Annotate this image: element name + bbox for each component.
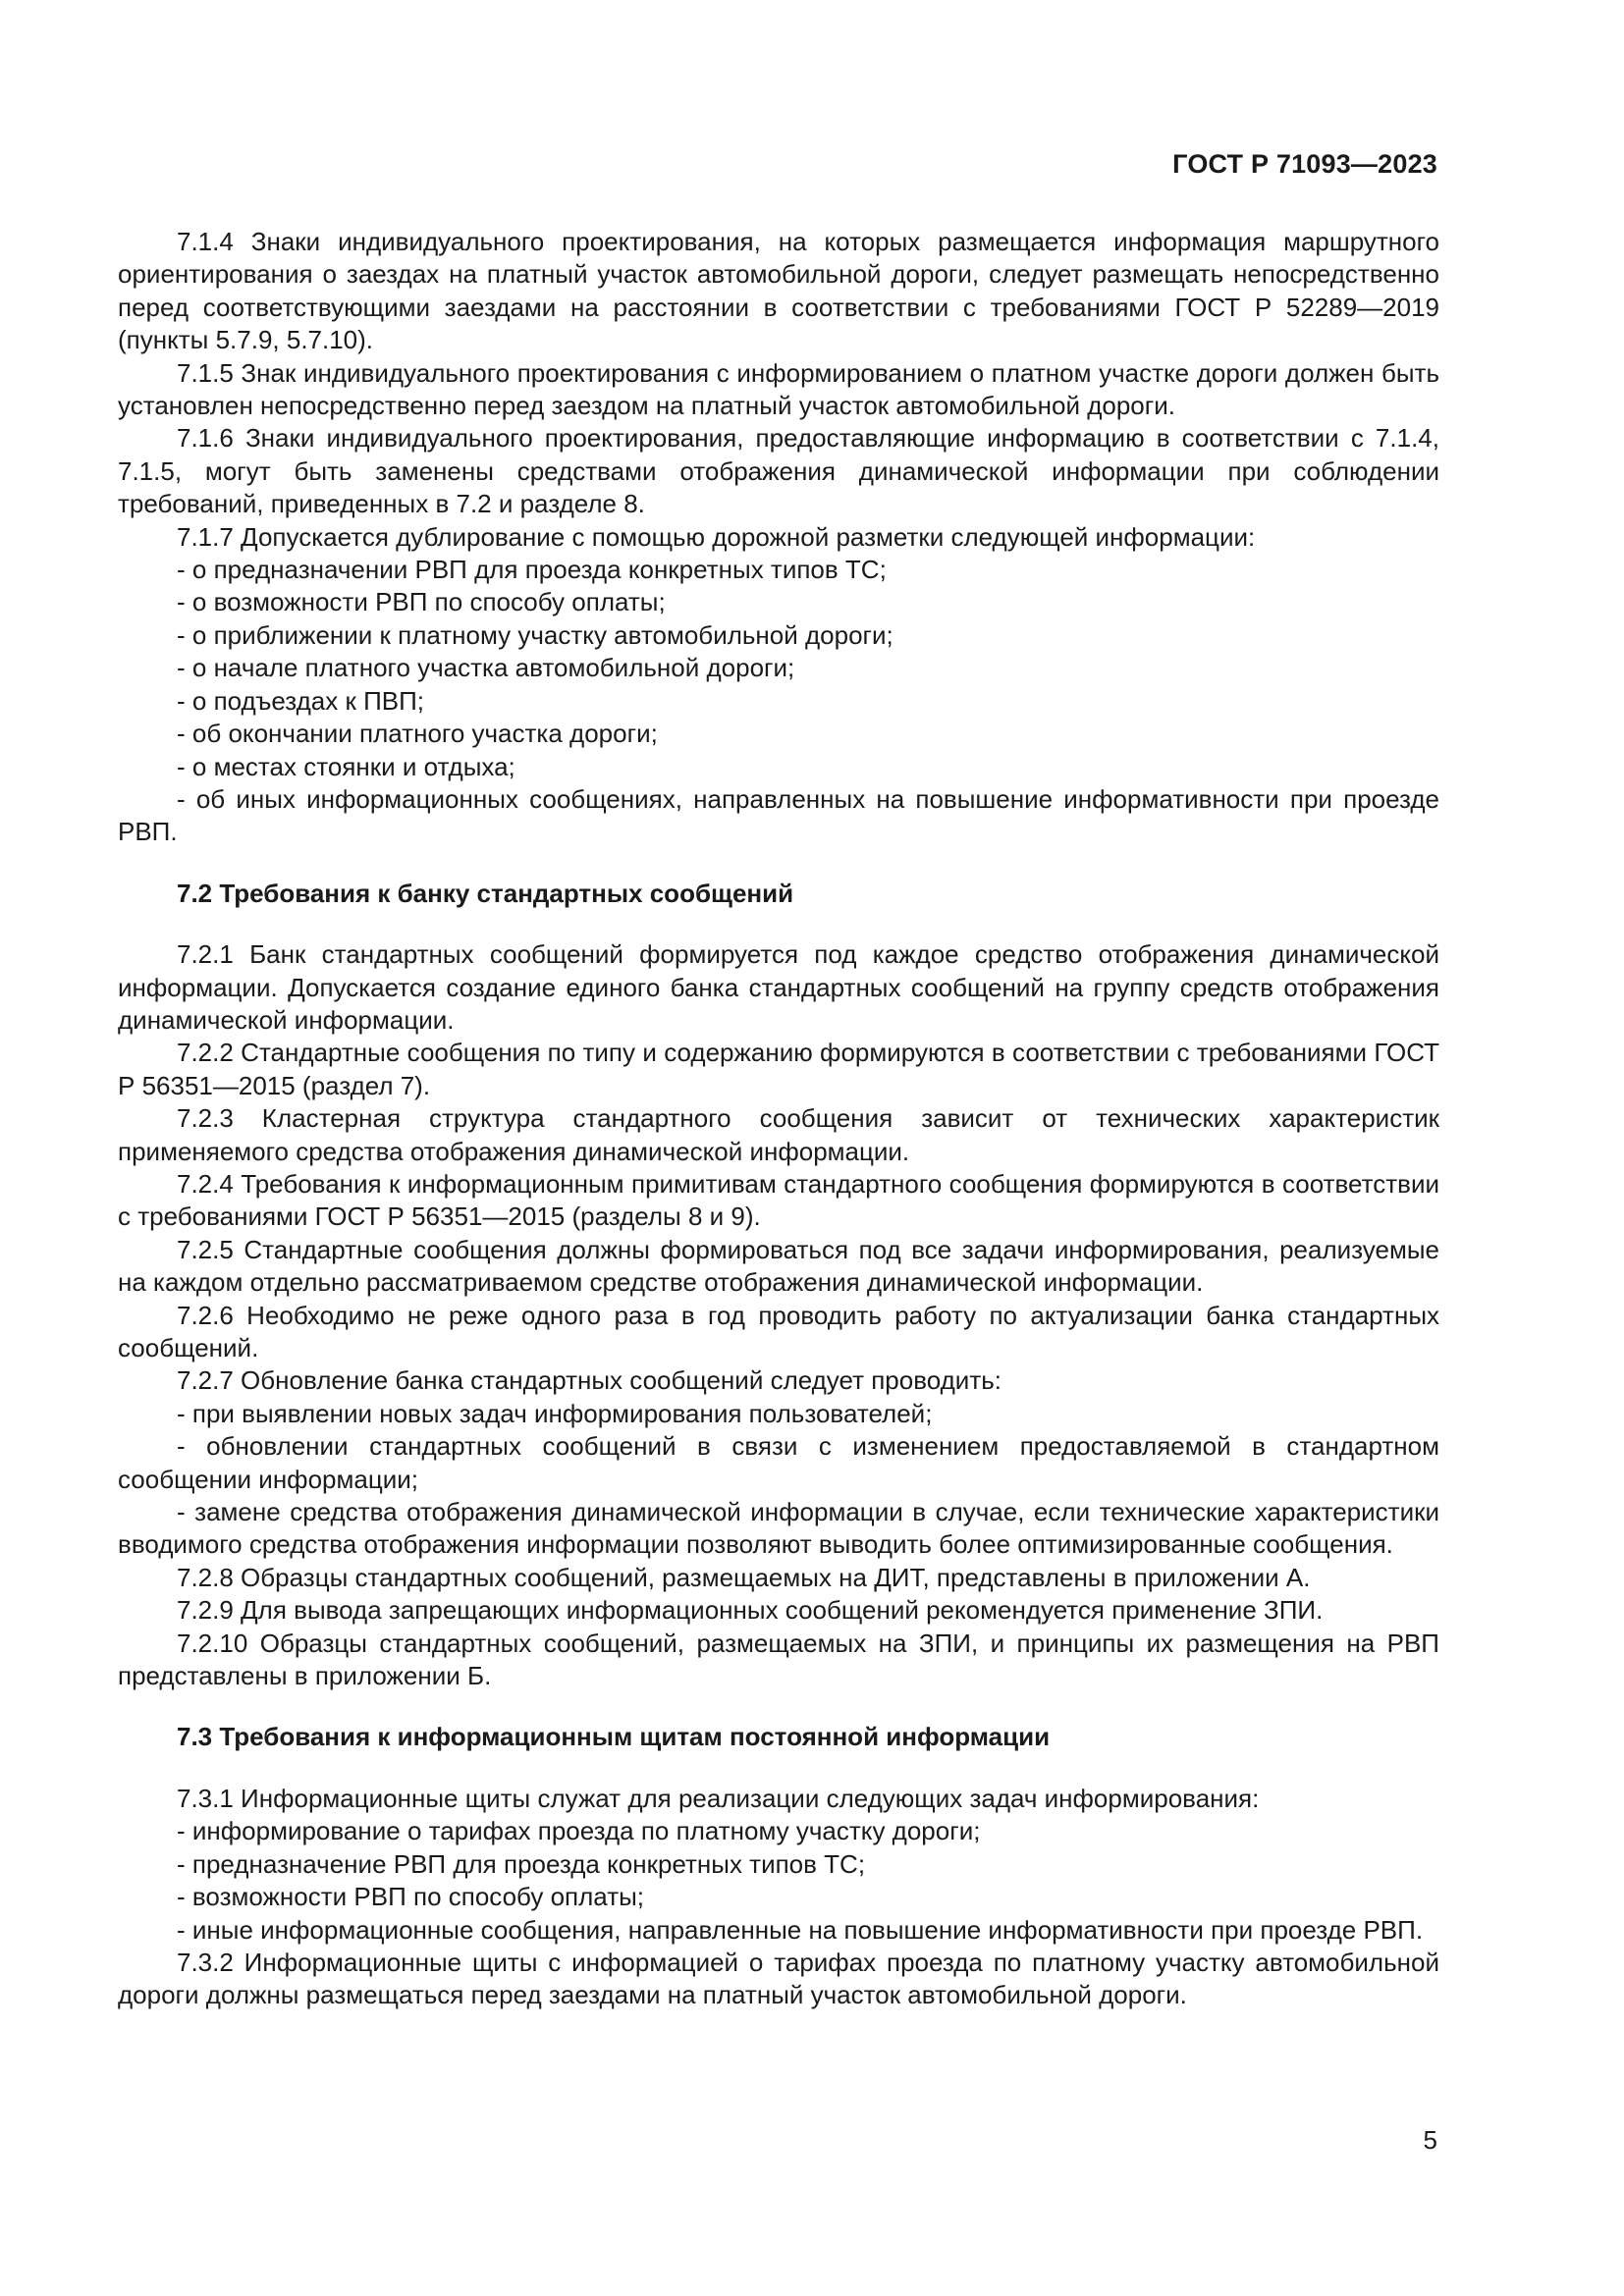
list-item: - об иных информационных сообщениях, направленных на повышение информативности при проезде РВП. bbox=[118, 783, 1439, 847]
list-item: - обновлении стандартных сообщений в связи с изменением предоставляемой в стандартном сообщении информации; bbox=[118, 1431, 1439, 1494]
clause-7-2-9: 7.2.9 Для вывода запрещающих информационных сообщений рекомендуется применение ЗПИ. bbox=[177, 1595, 1324, 1626]
clause-7-2-1: 7.2.1 Банк стандартных сообщений формируется под каждое средство отображения динамической информации. Допускается создание единого банка стандартных сообщений на группу средств отображения динамической информации. bbox=[118, 939, 1439, 1035]
list-item: - о возможности РВП по способу оплаты; bbox=[177, 587, 666, 617]
document-id-header: ГОСТ Р 71093—2023 bbox=[1172, 149, 1437, 179]
clause-7-2-8: 7.2.8 Образцы стандартных сообщений, размещаемых на ДИТ, представлены в приложении А. bbox=[177, 1562, 1311, 1592]
clause-7-2-10: 7.2.10 Образцы стандартных сообщений, размещаемых на ЗПИ, и принципы их размещения на РВП представлены в приложении Б. bbox=[118, 1628, 1439, 1691]
clause-7-3-2: 7.3.2 Информационные щиты с информацией о тарифах проезда по платному участку автомобильной дороги должны размещаться перед заездами на платный участок автомобильной дороги. bbox=[118, 1947, 1439, 2010]
clause-7-1-6: 7.1.6 Знаки индивидуального проектирования, предоставляющие информацию в соответствии с 7.1.4, 7.1.5, могут быть заменены средствами отображения динамической информации при соблюдении требований, приведенных в 7.2 и разделе 8. bbox=[118, 423, 1439, 519]
list-item: - возможности РВП по способу оплаты; bbox=[177, 1882, 645, 1912]
list-item: - замене средства отображения динамической информации в случае, если технические характеристики вводимого средства отображения информации позволяют выводить более оптимизированные сообщения. bbox=[118, 1497, 1439, 1560]
clause-7-3-1: 7.3.1 Информационные щиты служат для реализации следующих задач информирования: bbox=[177, 1783, 1260, 1813]
document-body bbox=[118, 226, 1439, 2012]
list-item: - об окончании платного участка дороги; bbox=[177, 719, 658, 749]
clause-7-2-3: 7.2.3 Кластерная структура стандартного сообщения зависит от технических характеристик применяемого средства отображения динамической информации. bbox=[118, 1103, 1439, 1166]
list-item: - предназначение РВП для проезда конкретных типов ТС; bbox=[177, 1848, 866, 1879]
list-item: - о приближении к платному участку автомобильной дороги; bbox=[177, 619, 893, 650]
clause-7-1-4: 7.1.4 Знаки индивидуального проектирования, на которых размещается информация маршрутного ориентирования о заездах на платный участок автомобильной дороги, следует размещать непосредственно перед соответствующими заездами на расстоянии в соответствии с требованиями ГОСТ Р 52289—2019 (пункты 5.7.9, 5.7.10). bbox=[118, 227, 1439, 355]
list-item: - о подъездах к ПВП; bbox=[177, 685, 425, 716]
clause-7-2-4: 7.2.4 Требования к информационным примитивам стандартного сообщения формируются в соответствии с требованиями ГОСТ Р 56351—2015 (разделы 8 и 9). bbox=[118, 1168, 1439, 1232]
list-item: - при выявлении новых задач информирования пользователей; bbox=[177, 1398, 933, 1428]
list-item: - информирование о тарифах проезда по платному участку дороги; bbox=[177, 1816, 981, 1846]
clause-7-2-6: 7.2.6 Необходимо не реже одного раза в год проводить работу по актуализации банка стандартных сообщений. bbox=[118, 1300, 1439, 1362]
clause-7-1-7: 7.1.7 Допускается дублирование с помощью дорожной разметки следующей информации: bbox=[177, 521, 1256, 552]
list-item: - о начале платного участка автомобильной дороги; bbox=[177, 653, 795, 683]
clause-7-2-2: 7.2.2 Стандартные сообщения по типу и содержанию формируются в соответствии с требованиями ГОСТ Р 56351—2015 (раздел 7). bbox=[118, 1038, 1439, 1100]
page-number: 5 bbox=[1423, 2125, 1437, 2155]
list-item: - о местах стоянки и отдыха; bbox=[177, 751, 515, 781]
list-item: - иные информационные сообщения, направленные на повышение информативности при проезде РВП. bbox=[177, 1914, 1424, 1945]
clause-7-2-5: 7.2.5 Стандартные сообщения должны формироваться под все задачи информирования, реализуемые на каждом отдельно рассматриваемом средстве отображения динамической информации. bbox=[118, 1234, 1439, 1298]
list-item: - о предназначении РВП для проезда конкретных типов ТС; bbox=[177, 555, 887, 585]
clause-7-1-5: 7.1.5 Знак индивидуального проектирования с информированием о платном участке дороги должен быть установлен непосредственно перед заездом на платный участок автомобильной дороги. bbox=[118, 357, 1439, 421]
section-heading-7-2: 7.2 Требования к банку стандартных сообщений bbox=[177, 878, 794, 908]
section-heading-7-3: 7.3 Требования к информационным щитам постоянной информации bbox=[177, 1722, 1051, 1752]
clause-7-2-7: 7.2.7 Обновление банка стандартных сообщений следует проводить: bbox=[177, 1365, 1002, 1396]
